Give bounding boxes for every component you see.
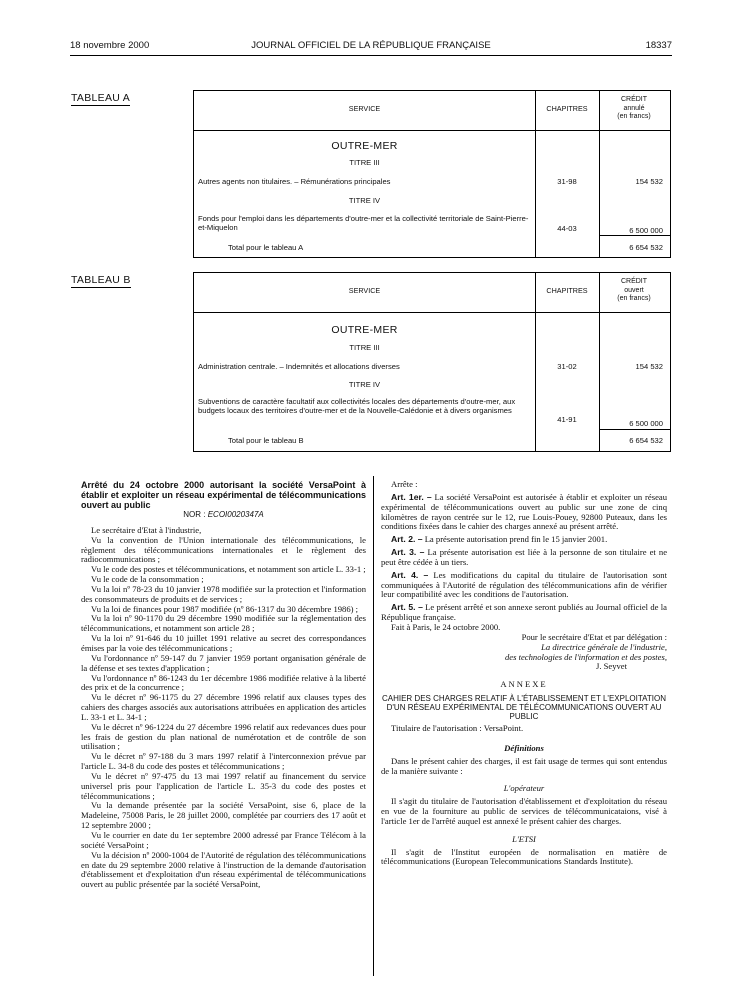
article-paragraph	[381, 493, 667, 532]
table-row-label: Fonds pour l'emploi dans les départements d'outre-mer et la collectivité territoriale de Saint-Pierre-et-Miquelon	[198, 214, 529, 232]
header-service: SERVICE	[348, 286, 381, 295]
arrete-title: Arrêté du 24 octobre 2000 autorisant la société VersaPoint à établir et exploiter un réseau expérimental de télécommunications ouvert au public	[81, 480, 366, 510]
header-credit	[599, 278, 669, 304]
visa-paragraph: Vu le décret nº 97-475 du 13 mai 1997 relatif au financement du service universel pris pour l'application de l'article L. 35-3 du code des postes et télécommunications ;	[81, 770, 366, 801]
visa-paragraph: Vu l'ordonnance nº 86-1243 du 1er décembre 1986 modifiée relative à la liberté des prix et de la concurrence ;	[81, 672, 366, 693]
section-title: OUTRE-MER	[331, 140, 398, 152]
header-credit-line: ouvert	[624, 286, 644, 294]
article-paragraph	[381, 548, 667, 568]
table-row-value: 6 500 000	[629, 226, 663, 235]
tableau-b-label: TABLEAU B	[71, 274, 131, 286]
header-date: 18 novembre 2000	[70, 40, 150, 51]
article-label: Art. 2. –	[391, 534, 423, 545]
visa-paragraph: Vu la convention de l'Union internationale des télécommunications, le règlement des télécommunications internationales et le règlement des radiocommunications ;	[81, 534, 366, 565]
visa-paragraph: Vu l'ordonnance nº 59-147 du 7 janvier 1959 portant organisation générale de la défense et ses textes d'application ;	[81, 652, 366, 673]
table-total-value: 6 654 532	[629, 243, 663, 252]
article-paragraph	[381, 571, 667, 601]
titre-label: TITRE III	[349, 343, 380, 352]
article-text: La présente autorisation prend fin le 15 janvier 2001.	[424, 534, 608, 545]
titre-label: TITRE IV	[348, 380, 381, 389]
definitions-heading: Définitions	[504, 742, 544, 753]
visa-paragraph: Le secrétaire d'Etat à l'industrie,	[91, 524, 202, 535]
nor-label: NOR :	[183, 510, 206, 519]
header-page-number: 18337	[645, 40, 672, 51]
cahier-title: CAHIER DES CHARGES RELATIF À L'ÉTABLISSEMENT ET L'EXPLOITATION D'UN RÉSEAU EXPÉRIMENTAL DE TÉLÉCOMMUNICATIONS OUVERT AU PUBLIC	[381, 694, 666, 722]
tableau-b	[193, 272, 671, 452]
table-row-label: Administration centrale. – Indemnités et allocations diverses	[198, 362, 400, 371]
visa-list	[81, 526, 366, 890]
header-credit-line: (en francs)	[617, 295, 651, 302]
visa-paragraph: Vu le courrier en date du 1er septembre 2000 adressé par France Télécom à la société VersaPoint ;	[81, 830, 366, 850]
table-total-label: Total pour le tableau A	[228, 243, 304, 252]
table-header	[194, 273, 670, 313]
visa-paragraph: Vu la loi nº 91-646 du 10 juillet 1991 relative au secret des correspondances émises par la voie des télécommunications ;	[81, 633, 366, 653]
operateur-heading: L'opérateur	[503, 783, 545, 794]
article-label: Art. 3. –	[391, 547, 425, 558]
tableau-a	[193, 90, 671, 258]
titre-label: TITRE III	[349, 158, 380, 167]
visa-paragraph: Vu le décret nº 96-1224 du 27 décembre 1996 relatif aux redevances dues pour les frais de gestion du plan national de numérotation et de contrôle de son utilisation ;	[81, 721, 366, 752]
column-divider	[373, 476, 374, 976]
signature-title: des technologies de l'information et des postes,	[505, 651, 667, 662]
visa-paragraph: Vu le décret nº 96-1175 du 27 décembre 1996 relatif aux clauses types des cahiers des charges associés aux autorisations attribuées en application des articles L. 33-1 et L. 34-1 ;	[81, 692, 366, 722]
section-title: OUTRE-MER	[331, 324, 398, 336]
table-row-value: 154 532	[635, 362, 663, 371]
visa-paragraph: Vu le code de la consommation ;	[91, 574, 204, 585]
operateur-text: Il s'agit du titulaire de l'autorisation d'établissement et d'exploitation du réseau en vue de la fourniture au public de services de télécommunicataions, visé à l'article 1er de l'arrêté auquel est annexé le présent cahier des charges.	[381, 796, 667, 826]
table-row-value: 6 500 000	[629, 419, 663, 428]
article-text: La présente autorisation est liée à la personne de son titulaire et ne peut être cédée à un tiers.	[381, 547, 668, 567]
table-header	[194, 91, 670, 131]
arrete-label: Arrête :	[391, 479, 418, 489]
visa-paragraph: Vu la décision nº 2000-1004 de l'Autorité de régulation des télécommunications en date du 29 septembre 2000 relative à l'instruction de la demande d'autorisation d'établissement et d'exploitation d'un réseau expérimental de télécommunications ouvert au public présentée par la société VersaPoint,	[81, 849, 366, 890]
header-credit	[599, 96, 669, 122]
visa-paragraph: Vu le décret nº 97-188 du 3 mars 1997 relatif à l'interconnexion prévue par l'article L. 34-8 du code des postes et télécommunications ;	[81, 751, 366, 772]
article-text: Le présent arrêté et son annexe seront publiés au Journal officiel de la République française.	[381, 602, 667, 623]
article-list	[381, 493, 667, 623]
table-row-label: Subventions de caractère facultatif aux collectivités locales des départements d'outre-mer, aux budgets locaux des territoires d'outre-mer et de la Nouvelle-Calédonie et à divers organismes	[198, 397, 516, 415]
header-credit-line: annulé	[623, 104, 645, 112]
titulaire-line: Titulaire de l'autorisation : VersaPoint.	[391, 723, 524, 734]
table-total-value: 6 654 532	[629, 436, 663, 445]
header-credit-line: (en francs)	[617, 113, 651, 120]
arrete-left-column	[81, 480, 366, 890]
table-row-chapitre: 41-91	[557, 415, 577, 424]
total-divider	[599, 235, 670, 236]
visa-paragraph: Vu la loi nº 78-23 du 10 janvier 1978 modifiée sur la protection et l'information des consommateurs de produits et de services ;	[81, 583, 366, 604]
etsi-text: Il s'agit de l'Institut européen de normalisation en matière de télécommunications (European Telecommunications Standards Institute).	[381, 846, 667, 867]
annexe-heading: ANNEXE	[500, 679, 548, 690]
titre-label: TITRE IV	[348, 196, 381, 205]
header-credit-line: CRÉDIT	[620, 278, 648, 285]
table-row-chapitre: 31-98	[557, 177, 577, 186]
header-chapitres: CHAPITRES	[546, 286, 588, 295]
visa-paragraph: Vu le code des postes et télécommunications, et notamment son article L. 33-1 ;	[91, 564, 366, 575]
header-credit-line: CRÉDIT	[620, 96, 648, 103]
article-text: La société VersaPoint est autorisée à établir et exploiter un réseau expérimental de télécommunications ouvert au public sur une zone de cinq kilomètres de rayon centrée sur le 12, rue Louis-Pouey, 92800 Puteaux, dans les conditions fixées dans le cahier des charges annexé au présent arrêté.	[381, 491, 668, 532]
tableau-a-label: TABLEAU A	[71, 92, 131, 104]
article-label: Art. 5. –	[391, 602, 423, 613]
article-paragraph	[381, 603, 667, 623]
fait-line: Fait à Paris, le 24 octobre 2000.	[391, 621, 501, 632]
visa-paragraph: Vu la loi nº 90-1170 du 29 décembre 1990 modifiée sur la réglementation des télécommunications, et notamment son article 28 ;	[81, 613, 366, 634]
arrete-right-column	[381, 480, 667, 867]
table-row-chapitre: 44-03	[557, 224, 577, 233]
signature-line: Pour le secrétaire d'Etat et par délégation :	[521, 631, 667, 642]
table-row-value: 154 532	[635, 177, 663, 186]
signature-title: La directrice générale de l'industrie,	[541, 641, 667, 652]
article-label: Art. 1er. –	[391, 491, 432, 502]
etsi-heading: L'ETSI	[512, 833, 536, 844]
table-total-label: Total pour le tableau B	[228, 436, 304, 445]
page-header	[70, 40, 672, 54]
table-row-chapitre: 31-02	[557, 362, 577, 371]
article-text: Les modifications du capital du titulaire de l'autorisation sont communiquées à l'Autorité de régulation des télécommunications afin de vérifier leur compatibilité avec les conditions de l'autorisation.	[381, 569, 667, 600]
header-chapitres: CHAPITRES	[546, 104, 588, 113]
header-service: SERVICE	[348, 104, 381, 113]
nor-reference	[81, 510, 366, 520]
visa-paragraph: Vu la loi de finances pour 1987 modifiée (nº 86-1317 du 30 décembre 1986) ;	[91, 603, 359, 614]
header-divider	[70, 55, 672, 56]
total-divider	[599, 429, 670, 430]
table-row-label: Autres agents non titulaires. – Rémunérations principales	[198, 177, 391, 186]
article-paragraph	[381, 535, 667, 545]
header-journal-title: JOURNAL OFFICIEL DE LA RÉPUBLIQUE FRANÇAISE	[251, 40, 491, 51]
signer-name: J. Seyvet	[595, 661, 627, 672]
nor-code: ECOI0020347A	[207, 510, 264, 519]
article-label: Art. 4. –	[391, 569, 429, 580]
visa-paragraph: Vu la demande présentée par la société VersaPoint, sise 6, place de la Madeleine, 75008 Paris, le 28 juillet 2000, complétée par courriers des 17 août et 12 septembre 2000 ;	[81, 800, 366, 831]
definitions-intro: Dans le présent cahier des charges, il est fait usage de termes qui sont entendus de la manière suivante :	[381, 755, 667, 776]
